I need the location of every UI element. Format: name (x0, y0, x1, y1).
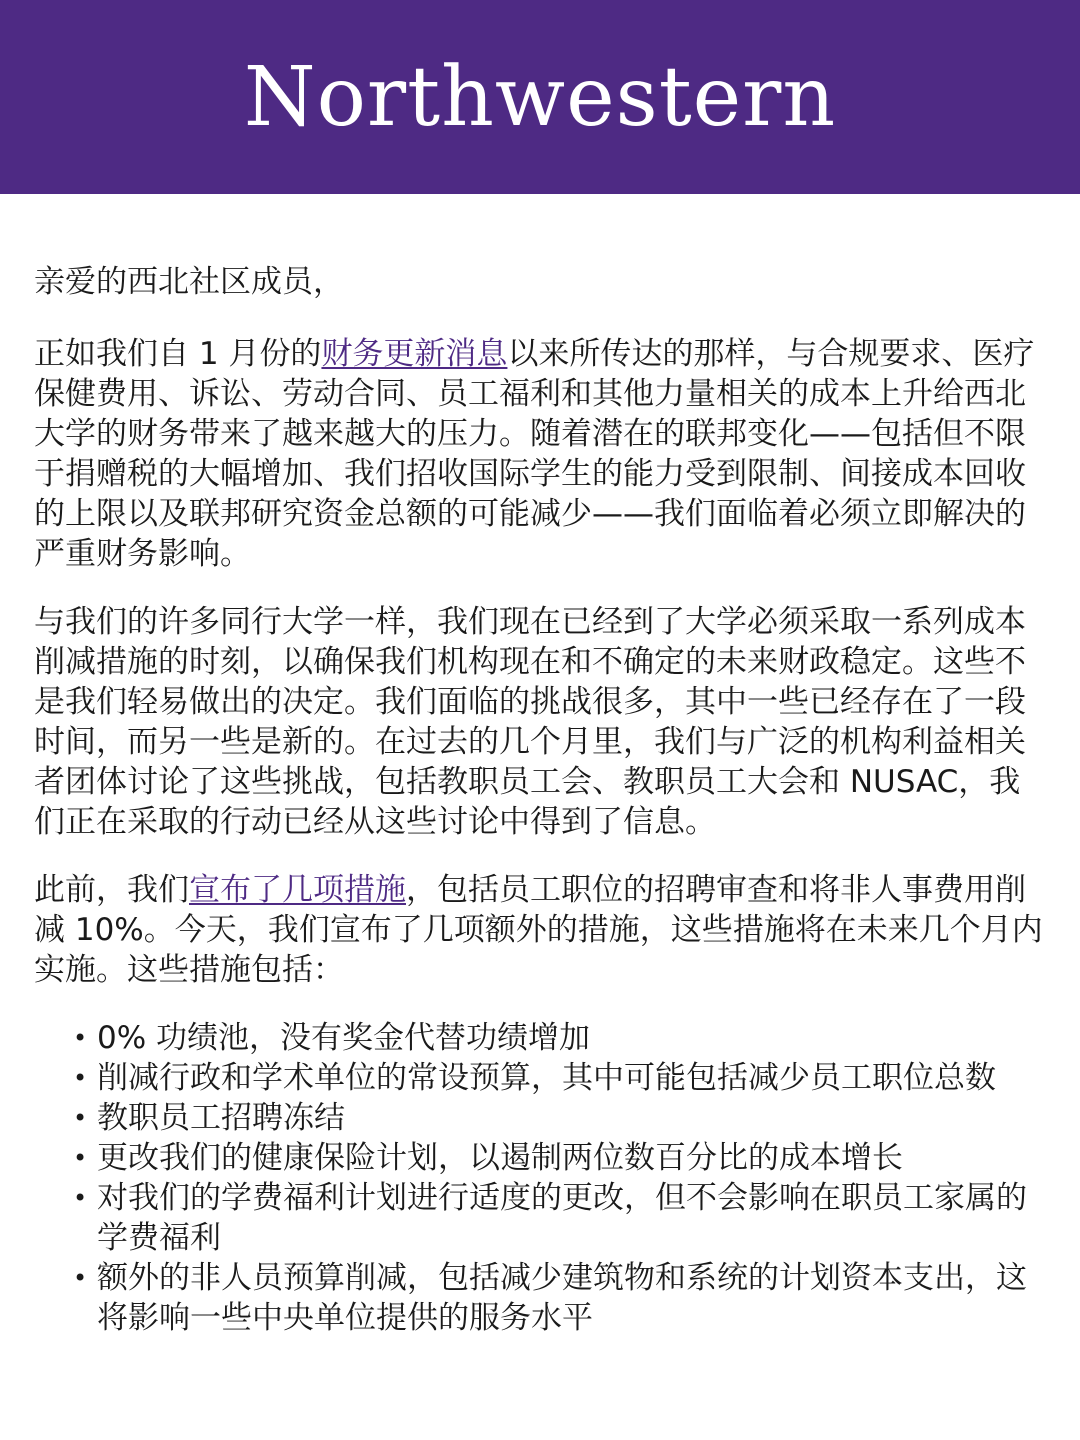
list-item: • 更改我们的健康保险计划，以遏制两位数百分比的成本增长 (97, 1138, 1048, 1178)
paragraph-cost-reduction: 与我们的许多同行大学一样，我们现在已经到了大学必须采取一系列成本削减措施的时刻，以确保我们机构现在和不确定的未来财政稳定。这些不是我们轻易做出的决定。我们面临的挑战很多，其中一些已经存在了一段时间，而另一些是新的。在过去的几个月里，我们与广泛的机构利益相关者团体讨论了这些挑战，包括教职员工会、教职员工大会和 NUSAC，我们正在采取的行动已经从这些讨论中得到了信息。 (34, 604, 1026, 840)
p1-text-before: 正如我们自 1 月份的 (34, 336, 322, 372)
letter-body (34, 262, 1048, 1338)
greeting: 亲爱的西北社区成员， (34, 264, 344, 300)
paragraph-measures-intro (34, 870, 1048, 990)
p3-text-before: 此前，我们 (34, 872, 189, 908)
financial-update-link[interactable]: 财务更新消息 (321, 336, 508, 372)
list-item: • 0% 功绩池，没有奖金代替功绩增加 (97, 1018, 1048, 1058)
list-item: • 教职员工招聘冻结 (97, 1098, 1048, 1138)
p3-text-after: ，包括员工职位的招聘审查和将非人事费用削减 10%。今天，我们宣布了几项额外的措施，这些措施将在未来几个月内实施。这些措施包括： (34, 872, 1043, 988)
announced-measures-link[interactable]: 宣布了几项措施 (189, 872, 406, 908)
header-banner (0, 0, 1080, 194)
list-item: • 削减行政和学术单位的常设预算，其中可能包括减少员工职位总数 (97, 1058, 1048, 1098)
paragraph-financial-pressure (34, 334, 1048, 574)
list-item: • 额外的非人员预算削减，包括减少建筑物和系统的计划资本支出，这将影响一些中央单位提供的服务水平 (97, 1258, 1048, 1338)
northwestern-logo: Northwestern (243, 50, 837, 145)
measures-list (34, 1018, 1048, 1338)
list-item: • 对我们的学费福利计划进行适度的更改，但不会影响在职员工家属的学费福利 (97, 1178, 1048, 1258)
p1-text-after: 以来所传达的那样，与合规要求、医疗保健费用、诉讼、劳动合同、员工福利和其他力量相关的成本上升给西北大学的财务带来了越来越大的压力。随着潜在的联邦变化——包括但不限于捐赠税的大幅增加、我们招收国际学生的能力受到限制、间接成本回收的上限以及联邦研究资金总额的可能减少——我们面临着必须立即解决的严重财务影响。 (34, 336, 1035, 572)
